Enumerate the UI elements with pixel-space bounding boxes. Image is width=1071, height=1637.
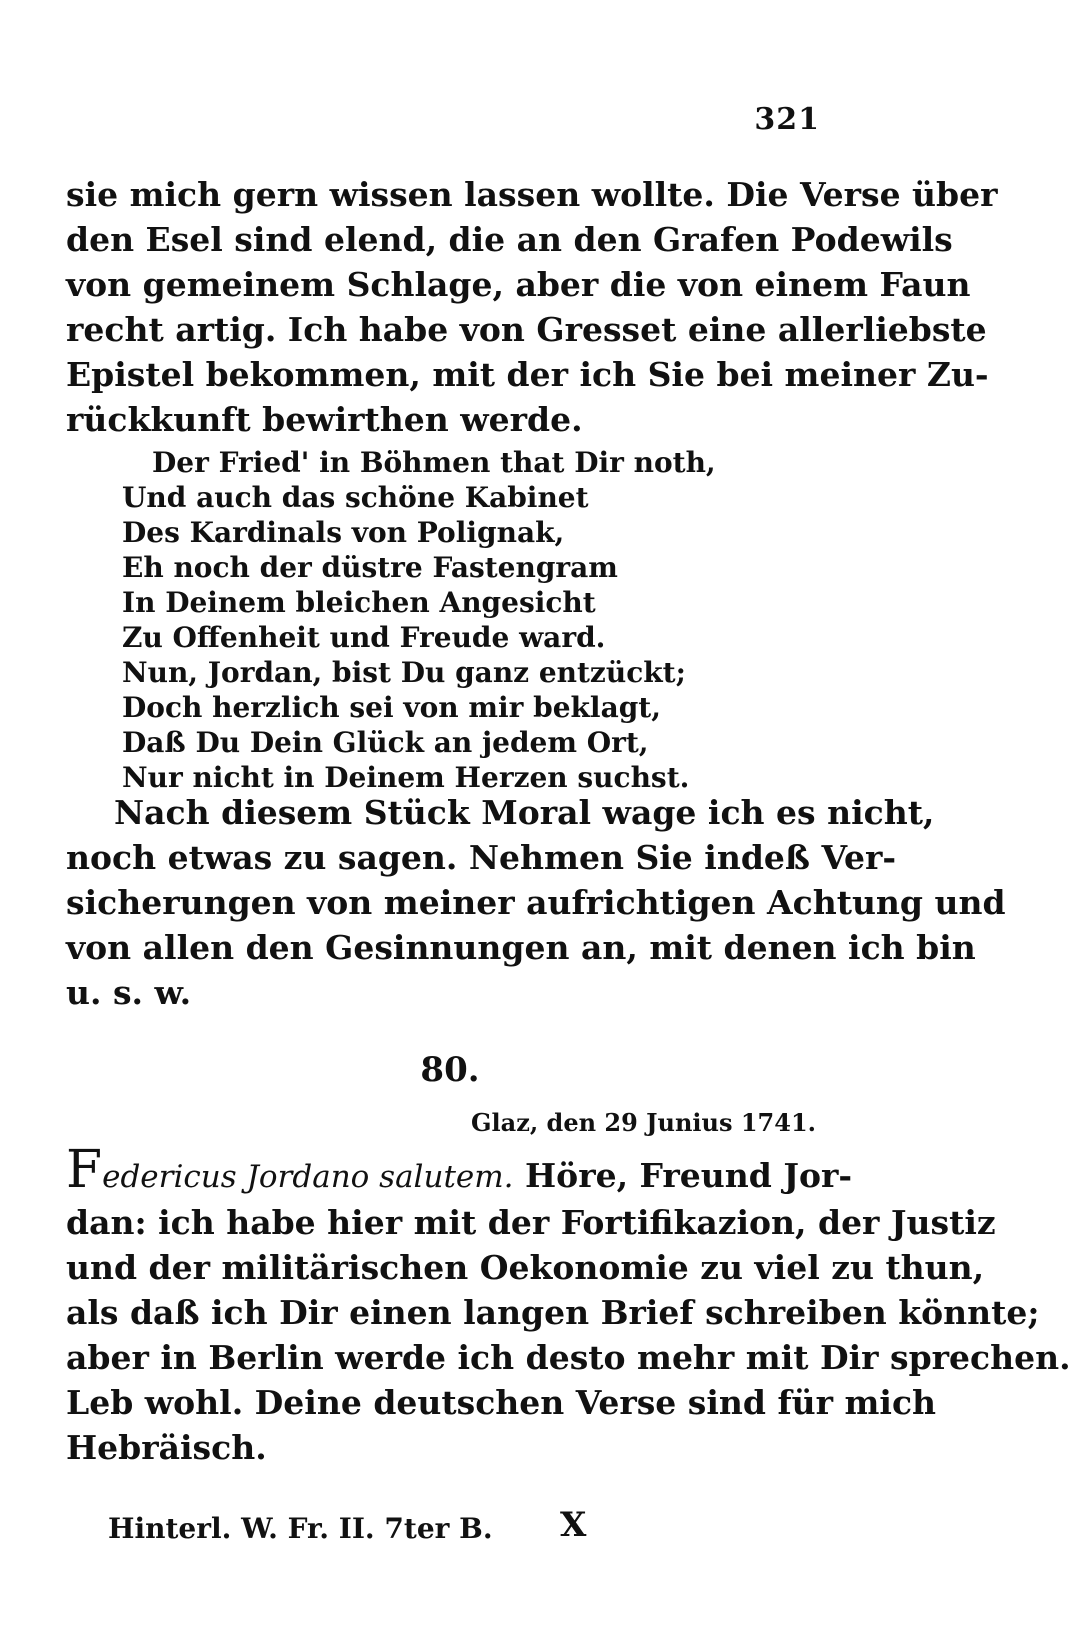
verse-line: In Deinem bleichen Angesicht (122, 586, 596, 619)
drop-initial: F (66, 1140, 103, 1200)
text-line: und der militärischen Oekonomie zu viel zu thun, (66, 1248, 985, 1287)
text-line: dan: ich habe hier mit der Fortifikazion, der Justiz (66, 1203, 996, 1242)
verse-line: Des Kardinals von Polignak, (122, 516, 565, 549)
text-line: rückkunft bewirthen werde. (66, 400, 583, 439)
text-line: u. s. w. (66, 973, 192, 1012)
text-line: von gemeinem Schlage, aber die von einem Faun (66, 265, 971, 304)
verse-line: Der Fried' in Böhmen that Dir noth, (152, 446, 716, 479)
verse-line: Und auch das schöne Kabinet (122, 481, 589, 514)
text-line: Epistel bekommen, mit der ich Sie bei meiner Zu- (66, 355, 989, 394)
text-line: aber in Berlin werde ich desto mehr mit Dir sprechen. (66, 1338, 1071, 1377)
latin-salutation: edericus Jordano salutem. (102, 1159, 514, 1195)
dateline: Glaz, den 29 Junius 1741. (471, 1108, 816, 1137)
text-line: den Esel sind elend, die an den Grafen Podewils (66, 220, 953, 259)
page-number: 321 (754, 102, 820, 137)
paragraph-2 (66, 790, 1006, 1015)
text-line: von allen den Gesinnungen an, mit denen ich bin (66, 928, 976, 967)
text-line: Hebräisch. (66, 1428, 267, 1467)
text-line: noch etwas zu sagen. Nehmen Sie indeß Ver- (66, 838, 897, 877)
opening-text: Höre, Freund Jor- (525, 1156, 853, 1195)
paragraph-1 (66, 172, 998, 442)
verse-line: Nur nicht in Deinem Herzen suchst. (122, 761, 690, 794)
letter-number: 80. (420, 1050, 480, 1090)
verse-line: Nun, Jordan, bist Du ganz entzückt; (122, 656, 686, 689)
text-line: Leb wohl. Deine deutschen Verse sind für mich (66, 1383, 937, 1422)
letter-opening-line (66, 1140, 853, 1200)
text-line: Nach diesem Stück Moral wage ich es nicht, (114, 793, 935, 832)
verse-line: Daß Du Dein Glück an jedem Ort, (122, 726, 649, 759)
text-line: sie mich gern wissen lassen wollte. Die Verse über (66, 175, 998, 214)
paragraph-3 (66, 1140, 1071, 1470)
signature-mark: X (560, 1505, 587, 1545)
text-line: recht artig. Ich habe von Gresset eine allerliebste (66, 310, 987, 349)
poem (122, 445, 742, 795)
verse-line: Zu Offenheit und Freude ward. (122, 621, 606, 654)
signature-footer: Hinterl. W. Fr. II. 7ter B. (108, 1512, 493, 1545)
verse-line: Doch herzlich sei von mir beklagt, (122, 691, 661, 724)
verse-line: Eh noch der düstre Fastengram (122, 551, 618, 584)
text-line: als daß ich Dir einen langen Brief schreiben könnte; (66, 1293, 1040, 1332)
text-line: sicherungen von meiner aufrichtigen Achtung und (66, 883, 1006, 922)
